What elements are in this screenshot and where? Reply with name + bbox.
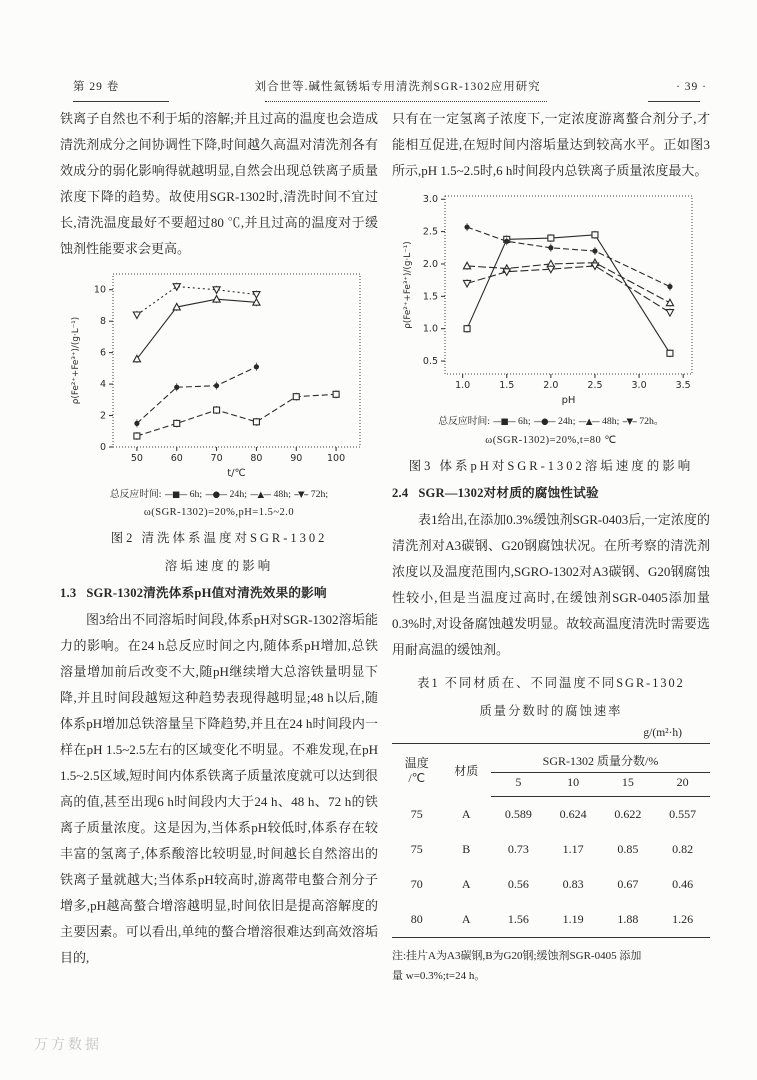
figure2-legend (60, 486, 378, 500)
wanfang-watermark: 万方数据 (34, 1038, 102, 1053)
figure2-caption-line1: 图2 清洗体系温度对SGR-1302 (110, 531, 328, 545)
table-cell: 0.589 (504, 807, 532, 821)
svg-text:3.0: 3.0 (631, 380, 647, 391)
table-cell: 75 (410, 842, 423, 856)
header-rule-center (265, 101, 547, 102)
triangle-down-marker-icon: --▼-- (293, 490, 308, 500)
svg-text:0: 0 (99, 442, 106, 453)
table-row (392, 832, 710, 867)
table-cell: 0.624 (559, 807, 587, 821)
legend-item-label: 24h; (558, 416, 576, 427)
left-column (60, 106, 378, 986)
table-cell: A (461, 806, 471, 821)
figure2-conditions: ω(SGR-1302)=20%,pH=1.5~2.0 (143, 507, 295, 518)
table1-caption-line1: 表1 不同材质在、不同温度不同SGR-1302 (417, 676, 685, 690)
legend-item-label: 6h; (518, 416, 531, 427)
col-header-15: 15 (600, 773, 655, 797)
col-header-20: 20 (655, 773, 710, 797)
table-cell: 0.622 (614, 807, 642, 821)
col-header-material: 材质 (454, 763, 479, 778)
table-cell: A (461, 877, 471, 891)
figure3-legend (392, 413, 710, 427)
svg-text:80: 80 (249, 453, 262, 464)
legend-item-label: 48h; (273, 489, 291, 500)
table1-header (392, 744, 710, 797)
svg-text:ρ(Fe²⁺+Fe³⁺)/(g·L⁻¹): ρ(Fe²⁺+Fe³⁺)/(g·L⁻¹) (70, 316, 81, 405)
right-column (392, 106, 710, 986)
col-header-5: 5 (491, 773, 546, 797)
square-marker-icon: —■— (493, 417, 516, 427)
svg-text:10: 10 (93, 284, 106, 296)
svg-text:t/℃: t/℃ (226, 468, 246, 479)
table-cell: 1.19 (562, 912, 584, 926)
svg-text:70: 70 (210, 453, 223, 464)
table-cell: 0.82 (672, 842, 694, 856)
two-column-body (0, 94, 757, 986)
svg-text:100: 100 (326, 453, 345, 464)
svg-text:2.5: 2.5 (586, 380, 603, 391)
table-cell: 1.88 (617, 912, 639, 926)
svg-text:2.5: 2.5 (422, 226, 438, 238)
svg-text:2.0: 2.0 (542, 380, 558, 391)
table-cell: 1.56 (507, 912, 529, 926)
triangle-up-marker-icon: —▲— (249, 490, 271, 500)
triangle-down-marker-icon: --▼-- (622, 417, 637, 427)
paragraph: 只有在一定氢离子浓度下,一定浓度游离螯合剂分子,才能相互促进,在短时间内溶垢量达到较高水平。正如图3所示,pH 1.5~2.5时,6 h时间段内总铁离子质量浓度最大。 (392, 111, 710, 178)
col-header-temperature: 温度 /℃ (404, 756, 429, 786)
section-2-4-heading (392, 482, 710, 501)
page-header (0, 0, 757, 94)
table-row (392, 902, 710, 938)
page-number: · 39 · (676, 81, 707, 93)
volume-label: 第 29 卷 (73, 81, 120, 93)
svg-text:ρ(Fe²⁺+Fe³⁺)/(g·L⁻¹): ρ(Fe²⁺+Fe³⁺)/(g·L⁻¹) (402, 241, 413, 329)
legend-item-label: 48h; (601, 416, 620, 427)
table1-caption-line2: 质量分数时的腐蚀速率 (479, 704, 623, 718)
section-number: 2.4 (392, 486, 409, 500)
legend-item-label: 72h; (310, 489, 329, 500)
table-cell: 0.557 (669, 807, 697, 821)
svg-text:90: 90 (289, 453, 302, 464)
svg-text:0.5: 0.5 (422, 356, 438, 368)
paragraph: 表1给出,在添加0.3%缓蚀剂SGR-0403后,一定浓度的清洗剂对A3碳钢、G20钢腐蚀状况。在所考察的清洗剂浓度以及温度范围内,SGRO-1302对A3碳钢、G20钢腐蚀性较小,但是当温度过高时,在缓蚀剂SGR-0405添加量0.3%时,对设备腐蚀越发明显。故较高温度清洗时需要选用耐高温的缓蚀剂。 (392, 512, 710, 657)
figure2-chart (67, 266, 372, 479)
svg-text:1.5: 1.5 (422, 291, 438, 303)
col-header-group: SGR-1302 质量分数/% (491, 744, 710, 773)
table-body (392, 797, 710, 938)
paragraph: 铁离子自然也不利于垢的溶解;并且过高的温度也会造成清洗剂成分之间协调性下降,时间越久高温对清洗剂各有效成分的弱化影响得就越明显,自然会出现总铁离子质量浓度下降的趋势。故使用SGR-1302时,清洗时间不宜过长,清洗温度最好不要超过80 ℃,并且过高的温度对于缓蚀剂性能要求会更高。 (60, 111, 378, 256)
running-title: 刘合世等.碱性氮锈垢专用清洗剂SGR-1302应用研究 (254, 81, 541, 93)
svg-text:2: 2 (99, 410, 106, 422)
svg-text:6: 6 (99, 347, 106, 359)
section-title: SGR-1302清洗体系pH值对清洗效果的影响 (86, 586, 327, 600)
table1 (392, 743, 710, 938)
table-cell: 0.56 (507, 877, 529, 891)
section-number: 1.3 (60, 586, 77, 600)
legend-item-label: 72h。 (639, 416, 664, 427)
table-cell: 1.17 (562, 842, 584, 856)
svg-text:3.5: 3.5 (675, 380, 691, 391)
legend-label: 总反应时间: (438, 416, 491, 427)
figure3 (392, 188, 710, 474)
svg-text:8: 8 (99, 316, 106, 328)
svg-text:1.0: 1.0 (422, 323, 438, 335)
table-cell: 0.73 (507, 842, 529, 856)
table-cell: 0.67 (617, 877, 639, 891)
table-cell: 75 (410, 806, 423, 821)
triangle-up-marker-icon: —▲— (578, 417, 599, 427)
table1-unit: g/(m²·h) (643, 727, 682, 739)
paragraph: 图3给出不同溶垢时间段,体系pH对SGR-1302溶垢能力的影响。在24 h总反应时间之内,随体系pH增加,总铁溶量增加前后改变不大,随pH继续增大总溶铁量明显下降,并且时间段越短这种趋势表现得越明显;48 h以后,随体系pH增加总铁溶量呈下降趋势,并且在24 h时间段内一样在pH 1.5~2.5左右的区域变化不明显。不难发现,在pH 1.5~2.5区域,短时间内体系铁离子质量浓度就可以达到很高的值,甚至出现6 h时间段内大于24 h、48 h、72 h的铁离子质量浓度。这是因为,当体系pH较低时,体系存在较丰富的氢离子,体系酸溶比较明显,时间越长自然溶出的铁离子量就越大;当体系pH较高时,游离带电螯合剂分子增多,pH越高螯合增溶越明显,时间依旧是提高溶解度的主要因素。可以看出,单纯的螯合增溶很难达到高效溶垢目的, (60, 612, 378, 965)
header-rule-right (648, 101, 700, 102)
legend-label: 总反应时间: (109, 489, 162, 500)
table1-note: 注:挂片A为A3碳钢,B为G20钢;缓蚀剂SGR-0405 添加 量 w=0.3%;t=24 h。 (392, 950, 642, 982)
square-marker-icon: —■— (164, 490, 187, 500)
figure3-caption: 图3 体系pH对SGR-1302溶垢速度的影响 (408, 459, 694, 473)
section-1-3-heading (60, 582, 378, 601)
svg-text:pH: pH (561, 395, 575, 406)
circle-marker-icon: —●— (533, 417, 555, 427)
table-cell: 0.46 (672, 877, 694, 891)
table-row (392, 867, 710, 902)
svg-text:3.0: 3.0 (422, 194, 438, 206)
table-cell: 80 (410, 912, 423, 926)
svg-text:2.0: 2.0 (422, 258, 438, 270)
table-cell: 70 (410, 877, 423, 891)
svg-text:1.0: 1.0 (454, 380, 470, 391)
svg-text:60: 60 (170, 453, 183, 464)
table-cell: B (462, 842, 471, 856)
table-cell: A (461, 912, 471, 926)
svg-text:4: 4 (99, 379, 106, 391)
section-title: SGR—1302对材质的腐蚀性试验 (418, 486, 599, 500)
figure2 (60, 266, 378, 574)
table-row (392, 797, 710, 833)
table-cell: 1.26 (672, 912, 694, 926)
figure2-caption-line2: 溶垢速度的影响 (164, 559, 274, 573)
table-cell: 0.83 (562, 877, 584, 891)
legend-item-label: 6h; (189, 489, 203, 500)
header-rule-left (73, 101, 169, 102)
col-header-10: 10 (546, 773, 601, 797)
table-cell: 0.85 (617, 842, 639, 856)
svg-text:1.5: 1.5 (498, 380, 514, 391)
legend-item-label: 24h; (229, 489, 247, 500)
figure3-conditions: ω(SGR-1302)=20%,t=80 ℃ (485, 435, 617, 446)
circle-marker-icon: —●— (205, 490, 227, 500)
figure3-chart (399, 188, 704, 406)
svg-text:50: 50 (130, 453, 143, 464)
